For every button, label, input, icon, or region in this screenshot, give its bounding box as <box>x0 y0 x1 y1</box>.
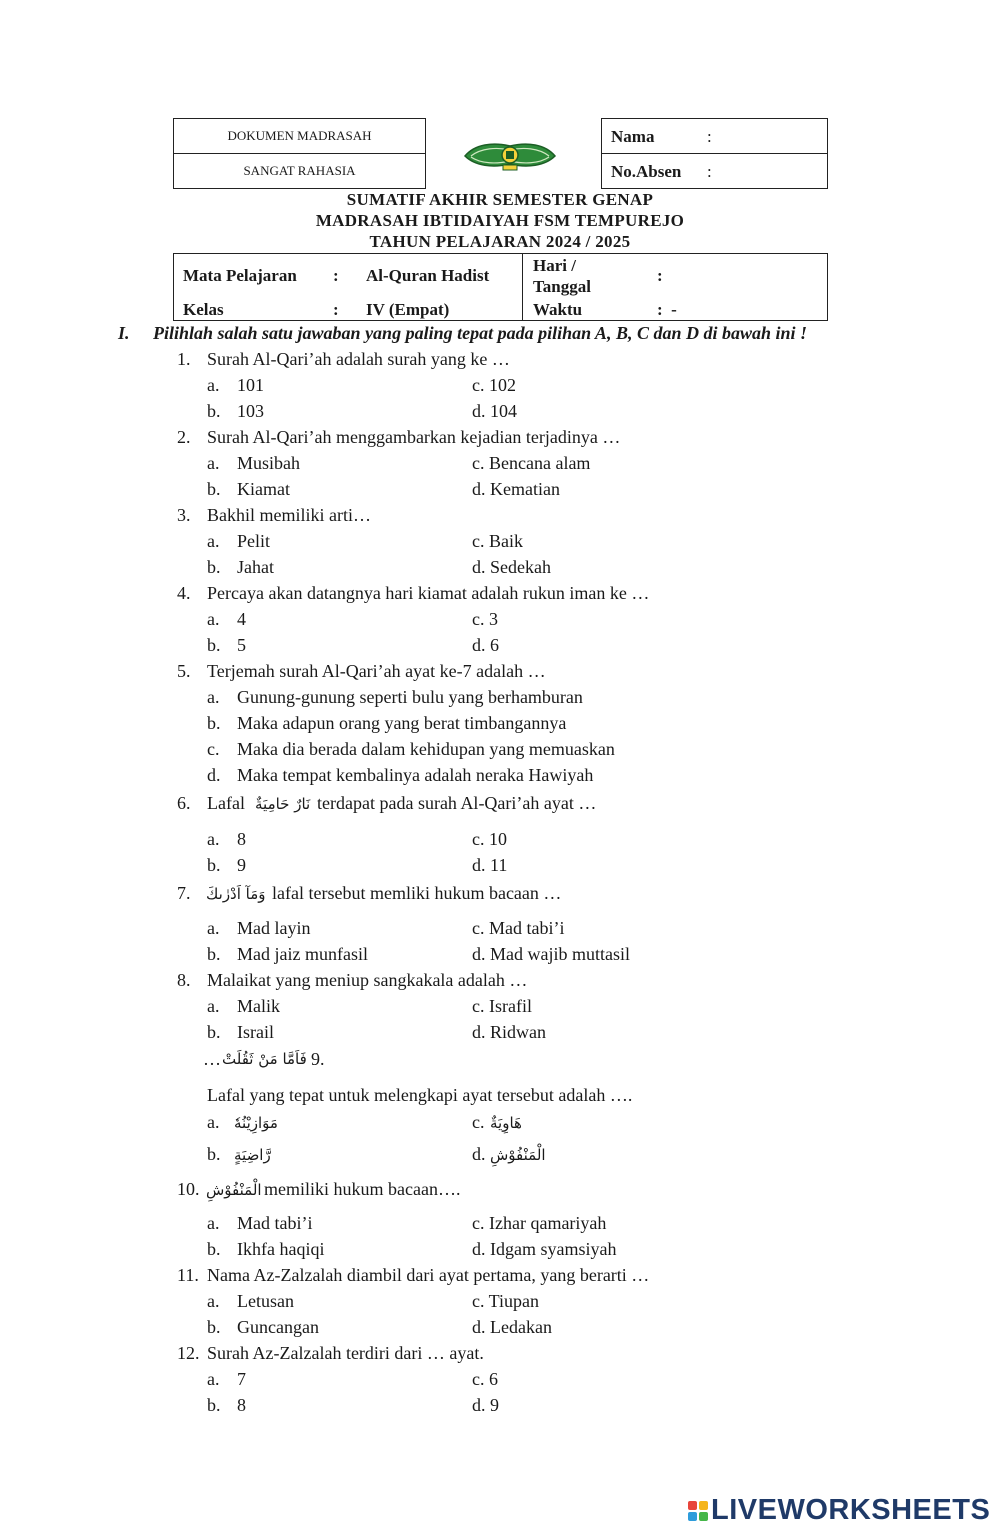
absen-label: No.Absen <box>611 162 682 181</box>
tanggal-label: Tanggal <box>533 277 591 296</box>
option-b[interactable]: Ikhfa haqiqi <box>237 1239 325 1259</box>
option-b[interactable]: Jahat <box>237 557 274 577</box>
option-c[interactable]: c. Izhar qamariyah <box>472 1213 607 1233</box>
question-number: 7. <box>177 883 191 903</box>
arabic-phrase: فَاَمَّا مَنْ ثَقُلَتْ <box>222 1050 307 1068</box>
option-a[interactable]: Malik <box>237 996 280 1016</box>
doc-label-rahasia: SANGAT RAHASIA <box>243 163 356 178</box>
question-text-post: lafal tersebut memliki hukum bacaan … <box>272 883 562 903</box>
option-b[interactable]: Guncangan <box>237 1317 319 1337</box>
hari-label: Hari / <box>533 256 576 275</box>
kelas-label: Kelas <box>183 300 224 319</box>
option-c[interactable]: c. Mad tabi’i <box>472 918 565 938</box>
kelas-colon: : <box>333 300 339 319</box>
option-d[interactable]: d. 9 <box>472 1395 499 1415</box>
option-c[interactable]: هَاوِيَةٌ <box>490 1114 522 1132</box>
question-number: 11. <box>177 1265 199 1285</box>
question-number: 4. <box>177 583 191 603</box>
option-d[interactable]: d. Ridwan <box>472 1022 546 1042</box>
option-letter: a. <box>207 829 220 849</box>
option-c[interactable]: c. Tiupan <box>472 1291 540 1311</box>
option-letter: a. <box>207 531 220 551</box>
option-b[interactable]: Kiamat <box>237 479 290 499</box>
option-d[interactable]: d. 11 <box>472 855 508 875</box>
madrasah-crest-icon <box>463 136 557 174</box>
option-d[interactable]: d. Kematian <box>472 479 560 499</box>
option-letter: b. <box>207 557 221 577</box>
question-number: 3. <box>177 505 191 525</box>
question-number: 2. <box>177 427 191 447</box>
option-c[interactable]: c. 6 <box>472 1369 498 1389</box>
option-letter: b. <box>207 479 221 499</box>
tile-blue <box>688 1512 697 1521</box>
info-table <box>173 253 828 321</box>
waktu-label: Waktu <box>533 300 583 319</box>
option-c[interactable]: c. Israfil <box>472 996 532 1016</box>
question-text: Surah Al-Qari’ah adalah surah yang ke … <box>207 349 510 369</box>
option-letter: b. <box>207 1239 221 1259</box>
option-a[interactable]: 8 <box>237 829 246 849</box>
option-letter: a. <box>207 375 220 395</box>
option-letter: a. <box>207 1291 220 1311</box>
nama-colon: : <box>707 127 712 146</box>
question-text-post: memiliki hukum bacaan…. <box>264 1179 461 1199</box>
option-b[interactable]: Israil <box>237 1022 274 1042</box>
option-letter: c. <box>472 1112 485 1132</box>
question-number: 8. <box>177 970 191 990</box>
option-letter: a. <box>207 1112 220 1132</box>
question-text: Nama Az-Zalzalah diambil dari ayat pertama, yang berarti … <box>207 1265 650 1285</box>
option-letter: b. <box>207 855 221 875</box>
liveworksheets-logo[interactable] <box>688 1494 990 1527</box>
option-letter: a. <box>207 1213 220 1233</box>
option-letter: a. <box>207 609 220 629</box>
option-letter: b. <box>207 1144 221 1164</box>
question-text: Malaikat yang meniup sangkakala adalah … <box>207 970 528 990</box>
option-a[interactable]: 101 <box>237 375 264 395</box>
option-letter: b. <box>207 713 221 733</box>
question-ellipsis: … <box>203 1049 221 1069</box>
question-text: Percaya akan datangnya hari kiamat adalah rukun iman ke … <box>207 583 650 603</box>
option-d[interactable]: d. Ledakan <box>472 1317 552 1337</box>
question-text-pre: Lafal <box>207 793 245 813</box>
option-a[interactable]: مَوَازِيْنُهٗ <box>234 1114 278 1132</box>
option-b[interactable]: Maka adapun orang yang berat timbangannya <box>237 713 567 733</box>
option-b[interactable]: 9 <box>237 855 246 875</box>
liveworksheets-tiles-icon <box>688 1501 708 1521</box>
mapel-colon: : <box>333 266 339 285</box>
option-d[interactable]: d. Sedekah <box>472 557 551 577</box>
option-c[interactable]: c. Bencana alam <box>472 453 591 473</box>
option-letter: d. <box>207 765 221 785</box>
option-letter: c. <box>207 739 220 759</box>
section-instruction: Pilihlah salah satu jawaban yang paling tepat pada pilihan A, B, C dan D di bawah ini ! <box>153 323 807 343</box>
option-d[interactable]: d. Idgam syamsiyah <box>472 1239 617 1259</box>
option-letter: b. <box>207 401 221 421</box>
option-letter: b. <box>207 1022 221 1042</box>
option-c[interactable]: c. Baik <box>472 531 523 551</box>
option-d[interactable]: d. Mad wajib muttasil <box>472 944 630 964</box>
option-a[interactable]: Musibah <box>237 453 300 473</box>
option-d[interactable]: Maka tempat kembalinya adalah neraka Hawiyah <box>237 765 594 785</box>
option-d[interactable]: d. 104 <box>472 401 517 421</box>
option-c[interactable]: c. 3 <box>472 609 498 629</box>
tile-red <box>688 1501 697 1510</box>
waktu-value: : - <box>657 300 677 319</box>
option-c[interactable]: c. 102 <box>472 375 516 395</box>
absen-colon: : <box>707 162 712 181</box>
question-text: Surah Al-Qari’ah menggambarkan kejadian terjadinya … <box>207 427 621 447</box>
arabic-phrase: نَارٌ حَامِيَةٌ <box>255 795 311 813</box>
option-a[interactable]: Mad tabi’i <box>237 1213 313 1233</box>
option-a[interactable]: 7 <box>237 1369 246 1389</box>
option-a[interactable]: Pelit <box>237 531 271 551</box>
tile-yellow <box>699 1501 708 1510</box>
question-number: 10. <box>177 1179 200 1199</box>
option-b[interactable]: 8 <box>237 1395 246 1415</box>
info-divider <box>522 253 523 321</box>
option-a[interactable]: Mad layin <box>237 918 311 938</box>
section-numeral: I. <box>118 323 130 343</box>
question-number: 5. <box>177 661 191 681</box>
option-letter: a. <box>207 918 220 938</box>
question-text: Terjemah surah Al-Qari’ah ayat ke-7 adalah … <box>207 661 546 681</box>
question-text: Surah Az-Zalzalah terdiri dari … ayat. <box>207 1343 484 1363</box>
question-text: Lafal yang tepat untuk melengkapi ayat tersebut adalah …. <box>207 1085 633 1105</box>
mapel-label: Mata Pelajaran <box>183 266 297 285</box>
kelas-value: IV (Empat) <box>366 300 450 319</box>
question-number: 9. <box>311 1049 325 1069</box>
doc-label-dokumen: DOKUMEN MADRASAH <box>227 128 372 143</box>
option-letter: a. <box>207 1369 220 1389</box>
hari-colon: : <box>657 266 663 285</box>
option-letter: a. <box>207 687 220 707</box>
option-letter: b. <box>207 635 221 655</box>
option-c[interactable]: Maka dia berada dalam kehidupan yang memuaskan <box>237 739 615 759</box>
option-letter: b. <box>207 944 221 964</box>
question-number: 1. <box>177 349 191 369</box>
question-number: 6. <box>177 793 191 813</box>
option-a[interactable]: Gunung-gunung seperti bulu yang berhamburan <box>237 687 583 707</box>
arabic-phrase: وَمَآ اَدْرٰىكَ <box>206 885 266 903</box>
option-b[interactable]: 103 <box>237 401 264 421</box>
liveworksheets-text: LIVEWORKSHEETS <box>711 1494 991 1526</box>
title-madrasah: MADRASAH IBTIDAIYAH FSM TEMPUREJO <box>315 211 685 230</box>
option-b[interactable]: رَّاضِيَةٍ <box>234 1146 271 1164</box>
option-d[interactable]: الْمَنْفُوْشِ <box>490 1146 546 1164</box>
option-b[interactable]: Mad jaiz munfasil <box>237 944 368 964</box>
arabic-phrase: الْمَنْفُوْشِ <box>206 1181 262 1199</box>
option-letter: a. <box>207 453 220 473</box>
option-letter: a. <box>207 996 220 1016</box>
title-sumatif: SUMATIF AKHIR SEMESTER GENAP <box>346 190 654 209</box>
nama-label: Nama <box>611 127 655 146</box>
option-letter: d. <box>472 1144 486 1164</box>
question-text-post: terdapat pada surah Al-Qari’ah ayat … <box>317 793 597 813</box>
mapel-value: Al-Quran Hadist <box>366 266 490 285</box>
option-d[interactable]: d. 6 <box>472 635 499 655</box>
option-a[interactable]: 4 <box>237 609 246 629</box>
option-c[interactable]: c. 10 <box>472 829 507 849</box>
title-tahun: TAHUN PELAJARAN 2024 / 2025 <box>369 232 631 251</box>
tile-green <box>699 1512 708 1521</box>
question-text: Bakhil memiliki arti… <box>207 505 371 525</box>
option-a[interactable]: Letusan <box>237 1291 294 1311</box>
option-letter: b. <box>207 1395 221 1415</box>
option-b[interactable]: 5 <box>237 635 246 655</box>
option-letter: b. <box>207 1317 221 1337</box>
question-number: 12. <box>177 1343 200 1363</box>
